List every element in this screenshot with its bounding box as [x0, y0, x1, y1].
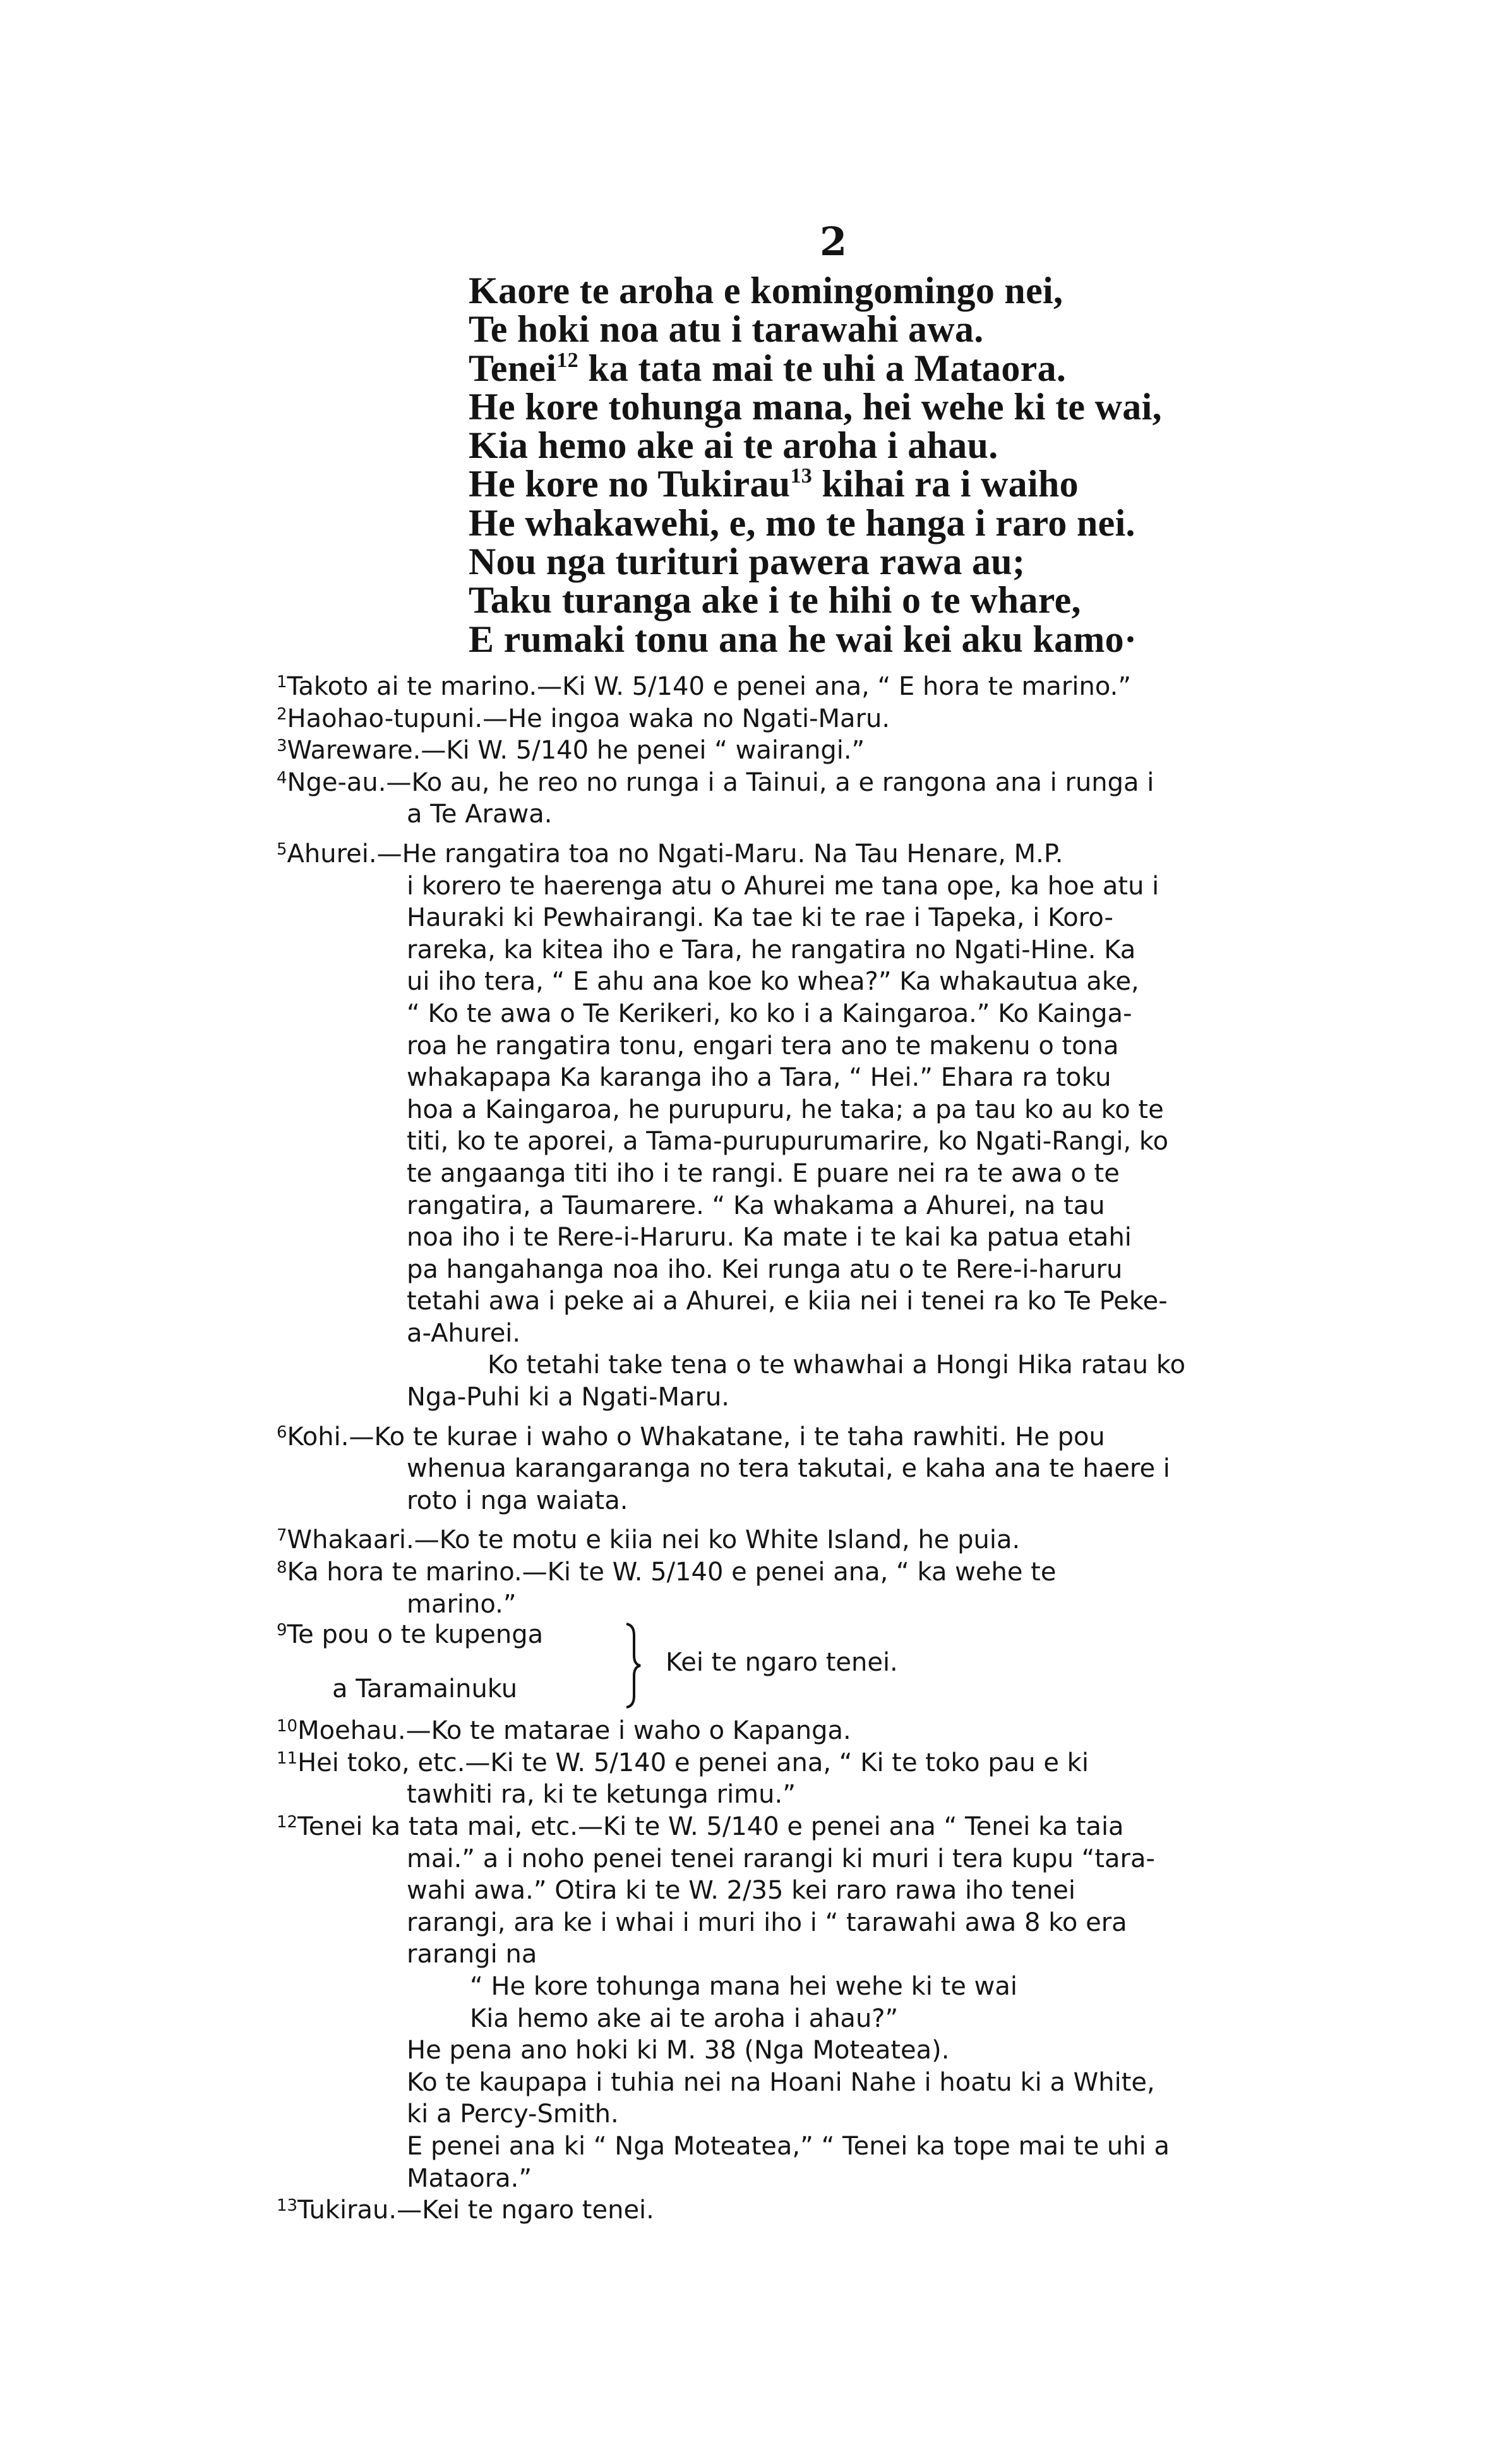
poem-line: Nou nga turituri pawera rawa au;: [469, 541, 1026, 583]
poem-line: He kore no Tukirau$^{13}$ kihai ra i waiho: [469, 463, 1079, 505]
footnote-3: $^3$Wareware.—Ki W. 5/140 he penei “ wairangi.”: [277, 736, 865, 766]
poem-line: Taku turanga ake i te hihi o te whare,: [469, 579, 1081, 622]
poem-line: He whakawehi, e, mo te hanga i raro nei.: [469, 502, 1135, 544]
footnote-8: $^8$Ka hora te marino.—Ki te W. 5/140 e penei ana, “ ka wehe te marino.”: [277, 1558, 1057, 1619]
footnote-6: $^6$Kohi.—Ko te kurae i waho o Whakatane, i te taha rawhiti. He pou whenua karangaranga no tera takutai, e kaha ana te haere i roto i nga waiata.: [277, 1422, 1170, 1515]
footnote-9: $^9$Te pou o te kupenga a Taramainuku Kei te ngaro tenei.: [277, 1620, 1375, 1715]
page-number: 2: [820, 219, 847, 265]
poem: [469, 272, 1162, 659]
footnote-1: $^1$Takoto ai te marino.—Ki W. 5/140 e penei ana, “ E hora te marino.”: [277, 672, 1132, 701]
footnote-13: $^{13}$Tukirau.—Kei te ngaro tenei.: [277, 2196, 654, 2225]
footnote-10: $^{10}$Moehau.—Ko te matarae i waho o Kapanga.: [277, 1716, 851, 1746]
poem-line: E rumaki tonu ana he wai kei aku kamo·: [469, 618, 1137, 660]
footnote-2: $^2$Haohao-tupuni.—He ingoa waka no Ngati-Maru.: [277, 704, 890, 733]
brace-mark: [623, 1623, 642, 1709]
poem-line: Kia hemo ake ai te aroha i ahau.: [469, 424, 998, 467]
poem-line: Kaore te aroha e komingomingo nei,: [469, 270, 1063, 311]
quote-line: Kia hemo ake ai te aroha i ahau?”: [470, 2004, 899, 2033]
footnote-7: $^7$Whakaari.—Ko te motu e kiia nei ko White Island, he puia.: [277, 1525, 1021, 1555]
footnotes: [277, 671, 1375, 2227]
footnote-12: $^{12}$Tenei ka tata mai, etc.—Ki te W. 5/140 e penei ana “ Tenei ka taia mai.” a i noho penei tenei rarangi ki muri i tera kupu “tara- wahi awa.” Otira ki te W. 2/35 kei raro rawa iho tenei rarangi, ara ke i whai i muri iho i “ tarawahi awa 8 ko era rarangi na “ He kore tohunga mana hei wehe ki te wai Kia hemo ake ai te aroha i ahau?” He pena ano hoki ki M. 38 (Nga Moteatea). Ko te kaupapa i tuhia nei na Hoani Nahe i hoatu ki a White, ki a Percy-Smith. E penei ana ki “ Nga Moteatea,” “ Tenei ka tope mai te uhi a Mataora.”: [277, 1811, 1375, 2194]
footnote-11: $^{11}$Hei toko, etc.—Ki te W. 5/140 e penei ana, “ Ki te toko pau e ki tawhiti ra, ki te ketunga rimu.”: [277, 1748, 1089, 1810]
poem-line: He kore tohunga mana, hei wehe ki te wai,: [469, 385, 1162, 428]
poem-line: Te hoki noa atu i tarawahi awa.: [469, 308, 984, 351]
footnote-5: $^5$Ahurei.—He rangatira toa no Ngati-Maru. Na Tau Henare, M.P. i korero te haerenga atu o Ahurei me tana ope, ka hoe atu i Hauraki ki Pewhairangi. Ka tae ki te rae i Tapeka, i Koro- rareka, ka kitea iho e Tara, he rangatira no Ngati-Hine. Ka ui iho tera, “ E ahu ana koe ko whea?” Ka whakautua ake, “ Ko te awa o Te Kerikeri, ko ko i a Kaingaroa.” Ko Kainga- roa he rangatira tonu, engari tera ano te makenu o tona whakapapa Ka karanga iho a Tara, “ Hei.” Ehara ra toku hoa a Kaingaroa, he purupuru, he taka; a pa tau ko au ko te titi, ko te aporei, a Tama-purupurumarire, ko Ngati-Rangi, ko te angaanga titi iho i te rangi. E puare nei ra te awa o te rangatira, a Taumarere. “ Ka whakama a Ahurei, na tau noa iho i te Rere-i-Haruru. Ka mate i te kai ka patua etahi pa hangahanga noa iho. Kei runga atu o te Rere-i-haruru tetahi awa i peke ai a Ahurei, e kiia nei i tenei ra ko Te Peke- a-Ahurei. Ko tetahi take tena o te whawhai a Hongi Hika ratau ko Nga-Puhi ki a Ngati-Maru.: [277, 839, 1186, 1412]
footnote-ref: 12: [556, 348, 578, 372]
poem-line: Tenei$^{12}$ ka tata mai te uhi a Mataora.: [469, 347, 1067, 389]
quote-line: “ He kore tohunga mana hei wehe ki te wai: [470, 1971, 1017, 2001]
footnote-4: $^4$Nge-au.—Ko au, he reo no runga i a Tainui, a e rangona ana i runga i a Te Arawa.: [277, 767, 1154, 829]
footnote-ref: 13: [790, 464, 813, 488]
